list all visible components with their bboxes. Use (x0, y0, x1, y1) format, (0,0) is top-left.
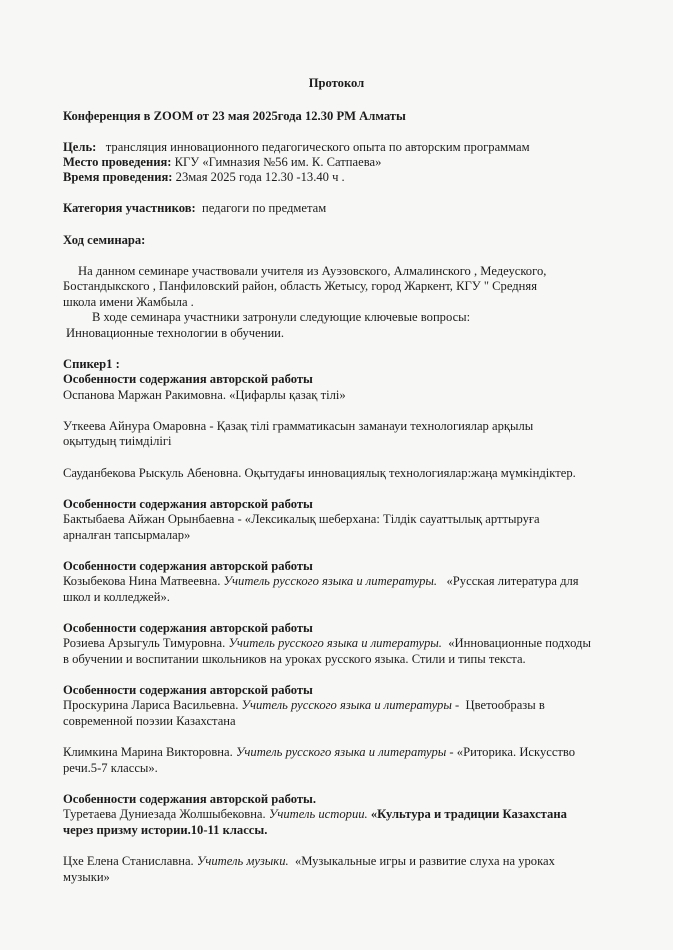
goal-label: Цель: (63, 140, 97, 154)
intro-line-4: В ходе семинара участники затронули следующие ключевые вопросы: (92, 310, 471, 324)
entry-line: в обучении и воспитании школьников на уроках русского языка. Стили и типы текста. (63, 652, 526, 666)
entry-line: Сауданбекова Рыскуль Абеновна. Оқытудағы инновациялық технологиялар:жаңа мүмкіндіктер. (63, 466, 576, 480)
entry-line (63, 698, 545, 713)
section-heading: Особенности содержания авторской работы (63, 497, 313, 511)
entry-topic: «Культура и традиции Казахстана (370, 807, 567, 821)
entry-topic: Цветообразы в (465, 698, 545, 712)
intro-line-3: школа имени Жамбыла . (63, 295, 194, 309)
entry-line: через призму истории.10-11 классы. (63, 823, 268, 837)
entry-topic: «Музыкальные игры и развитие слуха на уроках (294, 854, 555, 868)
entry-role: Учитель русского языка и литературы. (223, 574, 438, 588)
entry-line (63, 745, 575, 760)
entry-topic: «Инновационные подходы (448, 636, 591, 650)
entry-line: современной поэзии Казахстана (63, 714, 236, 728)
intro-line-2: Бостандыкского , Панфиловский район, область Жетысу, город Жаркент, КГУ " Средняя (63, 279, 537, 293)
entry-name: Проскурина Лариса Васильевна. (63, 698, 239, 712)
entry-line: арналған тапсырмалар» (63, 528, 191, 542)
section-heading: Особенности содержания авторской работы (63, 621, 313, 635)
course-heading: Ход семинара: (63, 233, 146, 247)
section-heading: Особенности содержания авторской работы. (63, 792, 316, 806)
entry-role: Учитель русского языка и литературы - (235, 745, 454, 759)
entry-line (63, 807, 567, 822)
entry-line: Уткеева Айнура Омаровна - Қазақ тілі грамматикасын заманауи технологиялар арқылы (63, 419, 534, 433)
goal-line (63, 140, 530, 155)
time-line (63, 170, 345, 185)
entry-role: Учитель истории. (268, 807, 368, 821)
entry-line (63, 854, 555, 869)
category-line (63, 201, 326, 216)
entry-name: Климкина Марина Викторовна. (63, 745, 233, 759)
time-text: 23мая 2025 года 12.30 -13.40 ч . (175, 170, 345, 184)
entry-name: Розиева Арзыгуль Тимуровна. (63, 636, 226, 650)
section-heading: Особенности содержания авторской работы (63, 372, 313, 386)
entry-line: Бактыбаева Айжан Орынбаевна - «Лексикалық шеберхана: Тілдік сауаттылық арттыруға (63, 512, 540, 526)
entry-line: речи.5-7 классы». (63, 761, 158, 775)
category-label: Категория участников: (63, 201, 196, 215)
entry-line: оқытудың тиімділігі (63, 434, 172, 448)
intro-line-1: На данном семинаре участвовали учителя из Ауэзовского, Алмалинского , Медеуского, (78, 264, 547, 278)
time-label: Время проведения: (63, 170, 173, 184)
entry-line: музыки» (63, 870, 110, 884)
entry-topic: «Русская литература для (446, 574, 579, 588)
goal-text: трансляция инновационного педагогического опыта по авторским программам (105, 140, 530, 154)
entry-line (63, 574, 579, 589)
place-line (63, 155, 381, 170)
entry-role: Учитель русского языка и литературы - (241, 698, 460, 712)
intro-line-5: Инновационные технологии в обучении. (66, 326, 285, 340)
entry-name: Козыбекова Нина Матвеевна. (63, 574, 221, 588)
place-text: КГУ «Гимназия №56 им. К. Сатпаева» (174, 155, 382, 169)
document-title: Протокол (308, 76, 365, 90)
section-heading: Особенности содержания авторской работы (63, 683, 313, 697)
entry-name: Цхе Елена Станиславна. (63, 854, 194, 868)
entry-role: Учитель русского языка и литературы. (228, 636, 442, 650)
entry-line: школ и колледжей». (63, 590, 170, 604)
speaker-label: Спикер1 : (63, 357, 120, 371)
category-text: педагоги по предметам (202, 201, 327, 215)
conference-line: Конференция в ZOOM от 23 мая 2025года 12.30 PM Алматы (63, 109, 406, 123)
entry-topic: «Риторика. Искусство (456, 745, 576, 759)
entry-line: Оспанова Маржан Ракимовна. «Цифарлы қазақ тілі» (63, 388, 346, 402)
section-heading: Особенности содержания авторской работы (63, 559, 313, 573)
entry-line (63, 636, 591, 651)
entry-name: Туретаева Дуниезада Жолшыбековна. (63, 807, 266, 821)
entry-role: Учитель музыки. (196, 854, 289, 868)
place-label: Место проведения: (63, 155, 172, 169)
